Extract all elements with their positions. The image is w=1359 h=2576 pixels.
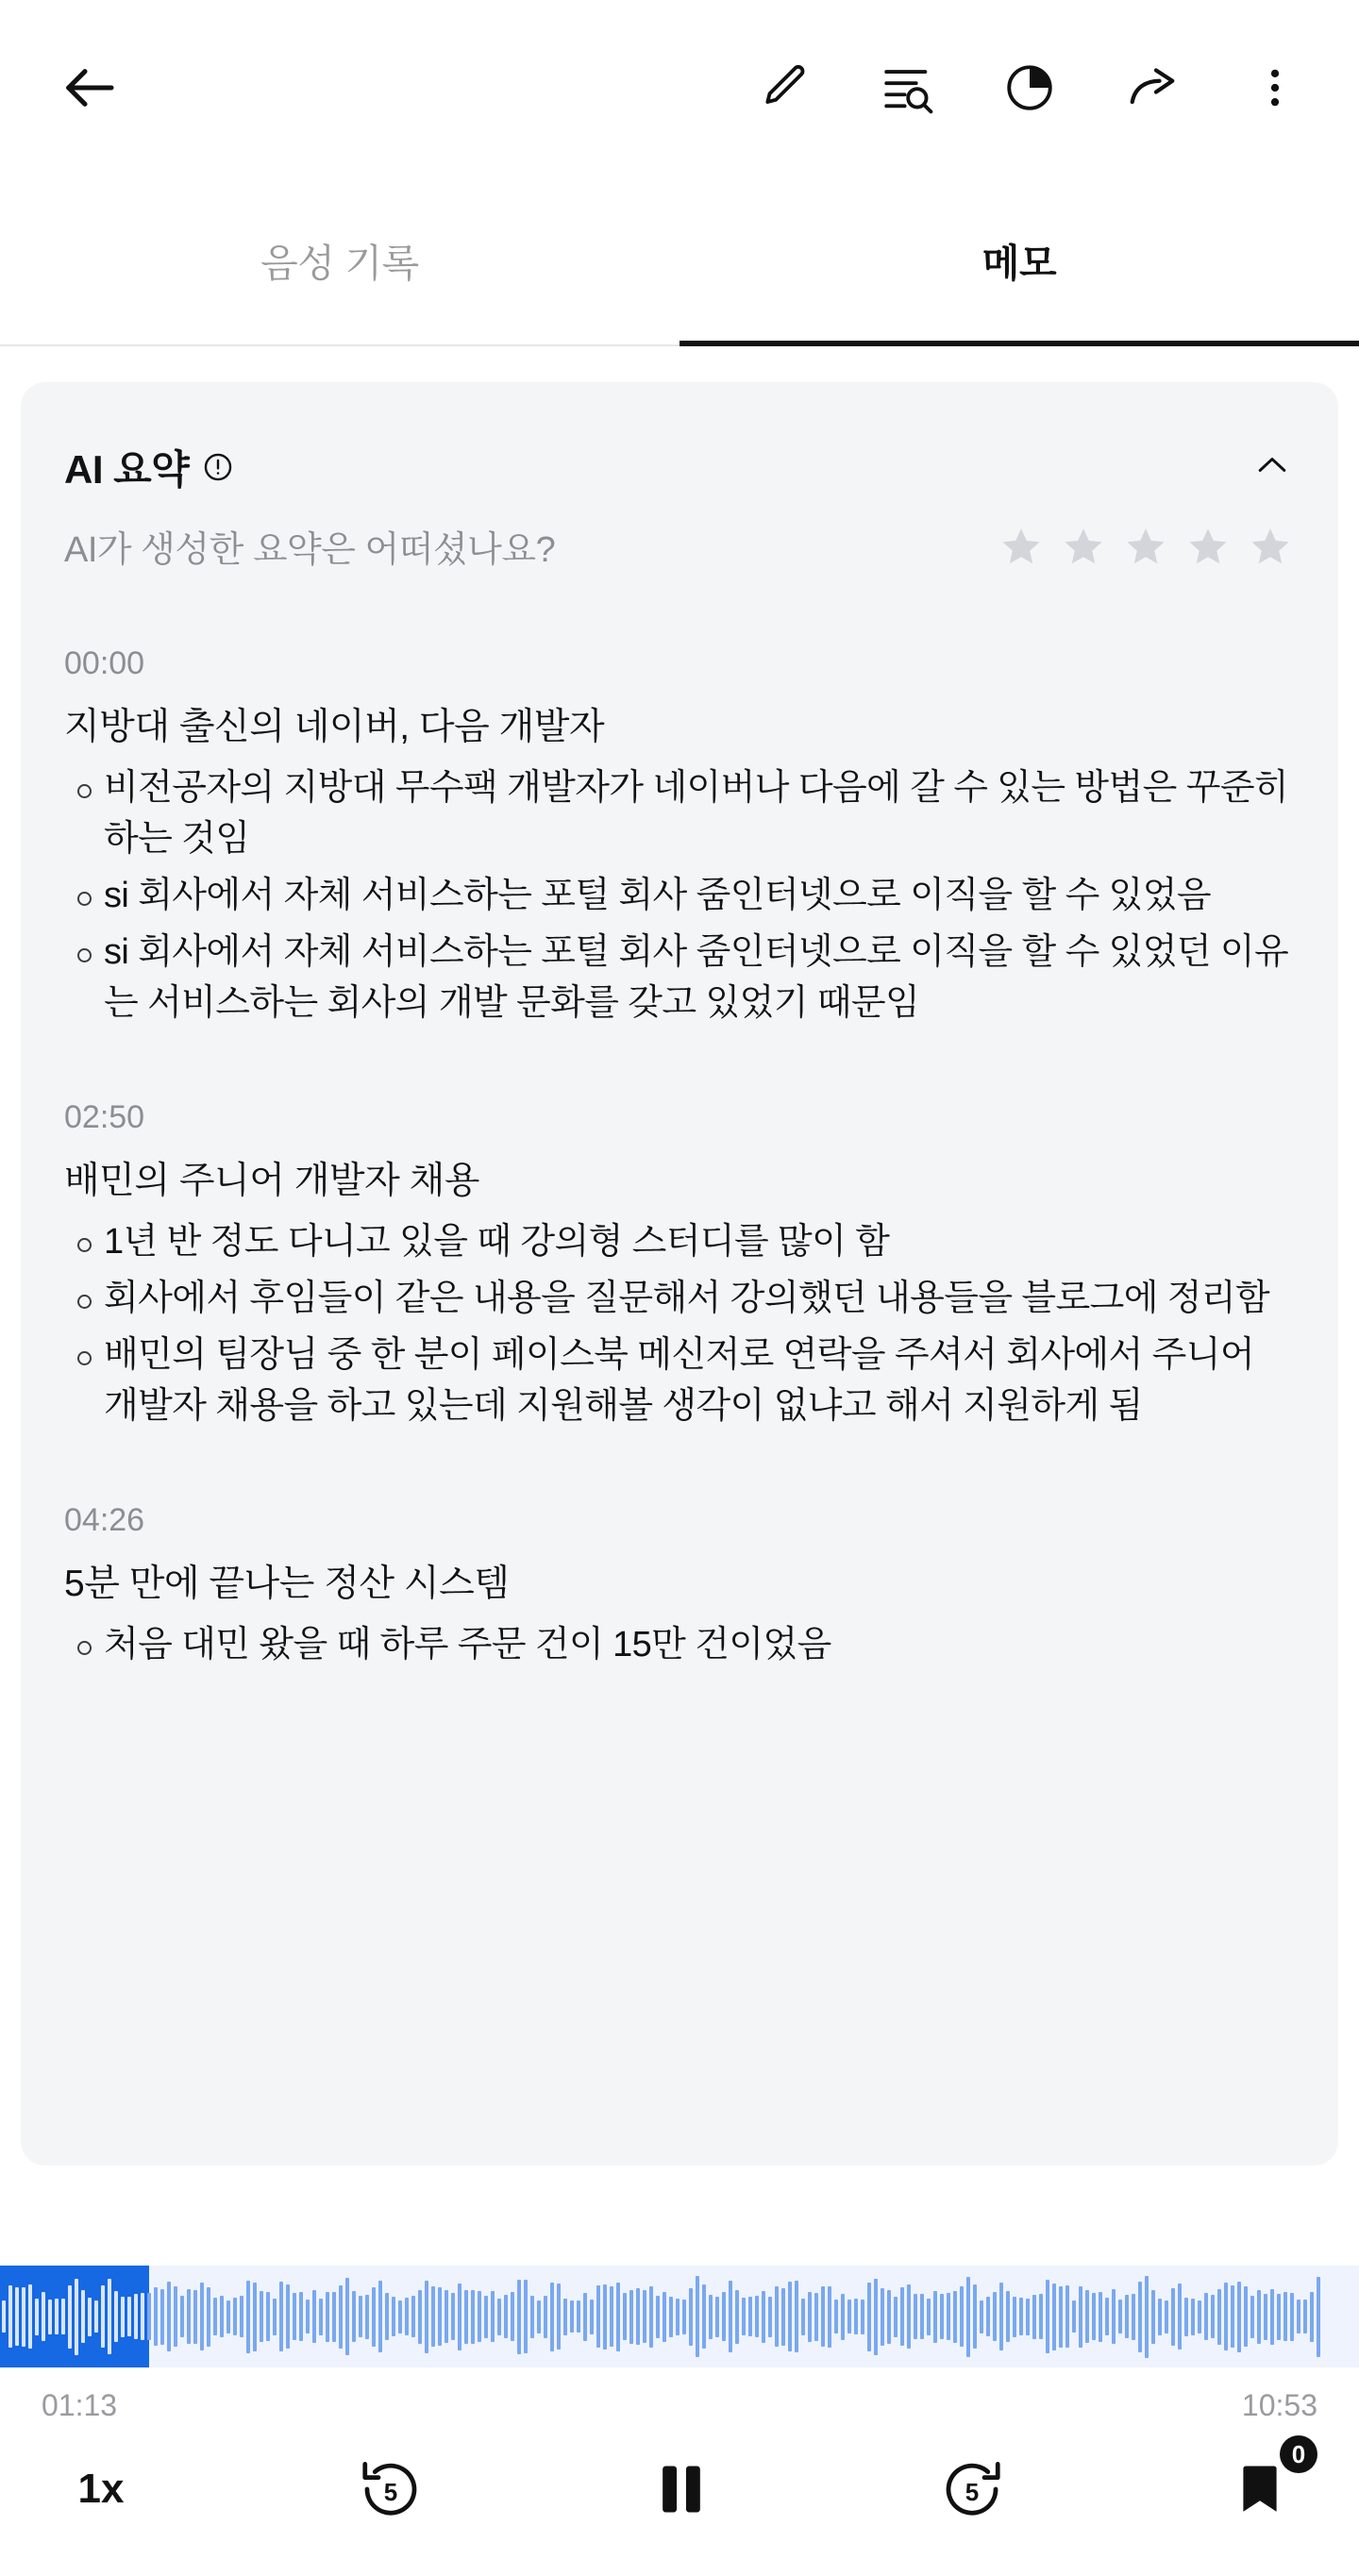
waveform-bar [676,2299,680,2335]
waveform-bar [160,2289,164,2345]
waveform-bar [914,2294,917,2339]
waveform-bar [1079,2286,1082,2348]
waveform-bar [286,2284,290,2349]
waveform-bar [781,2288,785,2346]
waveform-bar [81,2290,85,2343]
waveform-bar [306,2300,310,2333]
rating-stars[interactable] [998,524,1297,569]
waveform-bar [881,2288,884,2346]
waveform-bar [42,2292,45,2341]
waveform-bar [1105,2298,1109,2335]
waveform-bar [927,2299,931,2335]
waveform-bar [392,2297,395,2336]
waveform-bar [563,2299,567,2335]
playback-speed-button[interactable] [59,2466,143,2513]
waveform-bar [497,2299,501,2335]
waveform-bar [55,2299,59,2334]
waveform-bar [438,2287,442,2346]
waveform-bar [88,2298,92,2336]
waveform-bar [1217,2289,1221,2345]
waveform-bar [696,2276,699,2357]
waveform-bar [458,2283,461,2350]
waveform-bar [1151,2290,1155,2344]
waveform-bar [828,2286,831,2348]
waveform-bar [1052,2283,1056,2350]
waveform-bar [147,2293,151,2340]
waveform-bar [596,2285,600,2348]
waveform-bar [193,2290,197,2344]
waveform-bar [180,2296,184,2337]
waveform-bar [689,2288,693,2346]
waveform-bar [279,2282,283,2351]
ai-summary-header [64,439,1297,495]
waveform-bar [464,2290,468,2344]
waveform-bar [213,2298,217,2335]
waveform-bar [742,2298,746,2335]
waveform-bar [319,2299,323,2335]
waveform-bar [1178,2283,1182,2350]
waveform-bar [1132,2294,1135,2340]
appbar-actions [749,48,1325,127]
waveform-bar [735,2290,739,2344]
waveform-bar [207,2287,210,2347]
waveform-bar [240,2296,243,2337]
waveform-bar [570,2300,574,2333]
waveform-bar [1085,2290,1089,2343]
tab-voice-record[interactable] [0,175,680,344]
back-button[interactable] [43,42,134,133]
segment-bullet: 처음 대민 왔을 때 하루 주문 건이 15만 건이었음 [64,1620,1297,1671]
waveform-bar [854,2299,858,2334]
waveform-bar [544,2296,547,2338]
waveform-bar [524,2280,528,2353]
segment-bullets [64,763,1297,1029]
waveform-bar [669,2297,673,2337]
waveform-bar [841,2294,845,2340]
tab-voice-record-label: 음성 기록 [260,241,419,285]
waveform-bar [933,2291,937,2343]
waveform-bar [471,2290,475,2344]
waveform-bar [1211,2295,1215,2338]
waveform-bar [920,2294,924,2339]
bookmark-button[interactable] [1219,2439,1306,2530]
segment-timestamp[interactable]: 02:50 [64,1098,145,1135]
chart-icon[interactable] [995,48,1065,127]
rewind-5-button[interactable] [350,2449,431,2530]
edit-icon[interactable] [749,48,819,127]
waveform-bar [445,2290,448,2343]
waveform-bar [960,2286,964,2347]
waveform-bar [656,2296,660,2338]
segment-title: 5분 만에 끝나는 정산 시스템 [64,1563,510,1604]
player-controls [0,2429,1359,2576]
waveform-bar [418,2290,422,2344]
player-times [0,2367,1359,2429]
waveform-bar [590,2300,594,2334]
waveform-bar [947,2293,950,2340]
ai-summary-rating-row [64,520,1297,572]
waveform-bar [682,2300,686,2334]
waveform-bar [1250,2296,1254,2338]
segment-bullets [64,1620,1297,1671]
waveform-bar [253,2283,257,2351]
waveform-bar [775,2286,779,2347]
waveform-bar [709,2295,713,2339]
waveform-bar [1317,2277,1320,2357]
waveform-bar [649,2286,653,2348]
segment-timestamp[interactable]: 00:00 [64,645,145,681]
waveform-bar [729,2281,732,2352]
waveform-bars [0,2266,1359,2367]
waveform-bar [167,2282,171,2351]
waveform-bar [940,2294,944,2339]
segment-bullet: 비전공자의 지방대 무수팩 개발자가 네이버나 다음에 갈 수 있는 방법은 꾸준히 하는 것임 [64,763,1297,865]
waveform-bar [1284,2292,1287,2341]
waveform-bar [352,2291,356,2342]
waveform-seekbar[interactable] [0,2266,1359,2367]
waveform-bar [405,2298,409,2335]
waveform-bar [517,2280,521,2354]
waveform-bar [610,2286,613,2347]
star-icon-4[interactable] [1185,524,1231,569]
waveform-bar [504,2295,508,2338]
segment-timestamp[interactable]: 04:26 [64,1501,145,1538]
waveform-bar [1065,2285,1069,2348]
waveform-bar [867,2283,871,2351]
current-time: 01:13 [42,2388,118,2422]
waveform-bar [1198,2300,1201,2333]
waveform-bar [847,2300,851,2333]
star-icon-3[interactable] [1123,524,1168,569]
waveform-bar [1145,2276,1149,2358]
summary-segment [64,645,1297,1029]
waveform-bar [511,2292,514,2341]
waveform-bar [1171,2288,1175,2346]
star-icon-5[interactable] [1248,524,1293,569]
waveform-bar [332,2292,336,2342]
waveform-bar [1059,2286,1063,2348]
waveform-bar [801,2299,805,2335]
waveform-bar [94,2300,98,2333]
waveform-bar [1032,2295,1036,2339]
waveform-bar [980,2300,983,2333]
waveform-bar [1112,2289,1116,2344]
waveform-bar [953,2291,957,2343]
waveform-bar [378,2281,382,2352]
waveform-bar [1165,2300,1168,2333]
waveform-bar [28,2284,32,2349]
waveform-bar [431,2286,435,2347]
waveform-bar [372,2287,376,2347]
note-content [0,346,1359,2266]
playback-speed-label: 1x [77,2466,125,2512]
waveform-bar [530,2296,534,2338]
summary-segment [64,1502,1297,1671]
waveform-bar [966,2277,970,2357]
waveform-bar [1046,2280,1049,2353]
star-icon-2[interactable] [1061,524,1106,569]
waveform-bar [1158,2299,1162,2335]
waveform-bar [187,2289,191,2344]
waveform-bar [1244,2286,1248,2347]
waveform-bar [22,2287,25,2347]
waveform-bar [550,2283,554,2351]
waveform-bar [266,2292,270,2341]
waveform-bar [365,2295,369,2339]
segment-title: 지방대 출신의 네이버, 다음 개발자 [64,707,605,747]
waveform-bar [233,2298,237,2335]
more-options-icon[interactable] [1240,48,1310,127]
waveform-bar [986,2297,990,2336]
waveform-bar [484,2296,488,2338]
waveform-bar [134,2294,138,2339]
waveform-bar [200,2283,204,2350]
waveform-bar [788,2282,792,2351]
waveform-bar [15,2287,19,2346]
waveform-bar [629,2290,633,2344]
waveform-bar [623,2293,627,2340]
rewind-5-label: 5 [383,2477,398,2506]
waveform-bar [1099,2292,1102,2342]
waveform-bar [339,2285,343,2349]
ai-summary-title-row [64,439,234,495]
waveform-bar [491,2291,495,2342]
app-bar [0,0,1359,175]
waveform-bar [478,2291,481,2342]
ai-summary-title: AI 요약 [64,447,190,492]
waveform-bar [385,2293,389,2340]
waveform-bar [814,2293,818,2341]
segment-title: 배민의 주니어 개발자 채용 [64,1160,479,1201]
waveform-bar [114,2291,118,2342]
waveform-bar [1310,2292,1314,2342]
waveform-bar [1039,2294,1043,2339]
waveform-bar [359,2296,362,2337]
forward-5-label: 5 [965,2477,980,2506]
waveform-bar [748,2297,752,2336]
waveform-bar [411,2296,415,2337]
text-search-icon[interactable] [872,48,942,127]
waveform-bar [894,2297,898,2337]
waveform-bar [101,2285,105,2348]
waveform-bar [616,2283,620,2351]
segment-bullet: 배민의 팀장님 중 한 분이 페이스북 메신저로 연락을 주셔서 회사에서 주니어 개발자 채용을 하고 있는데 지원해볼 생각이 없냐고 해서 지원하게 됨 [64,1330,1297,1432]
waveform-bar [127,2297,131,2336]
waveform-bar [398,2300,402,2333]
waveform-bar [154,2287,158,2346]
waveform-bar [1184,2298,1188,2336]
waveform-bar [1204,2293,1208,2340]
waveform-bar [174,2286,177,2347]
waveform-bar [1224,2283,1228,2350]
waveform-bar [973,2284,977,2349]
waveform-bar [220,2296,224,2337]
waveform-bar [1270,2289,1274,2345]
waveform-bar [577,2300,580,2333]
waveform-bar [715,2297,719,2337]
waveform-bar [299,2292,303,2341]
waveform-bar [1138,2282,1142,2352]
waveform-bar [1257,2290,1261,2344]
waveform-bar [874,2279,878,2355]
waveform-bar [1297,2300,1300,2333]
waveform-bar [1013,2297,1016,2337]
waveform-bar [1026,2299,1030,2335]
waveform-bar [246,2281,250,2353]
info-icon[interactable] [202,451,234,483]
segment-bullets [64,1217,1297,1432]
waveform-bar [1277,2294,1281,2340]
waveform-bar [1237,2282,1241,2352]
waveform-bar [326,2292,329,2342]
waveform-bar [1191,2299,1195,2335]
waveform-bar [821,2286,825,2347]
star-icon-1[interactable] [998,524,1044,569]
tab-memo-label: 메모 [982,241,1057,285]
waveform-bar [312,2290,316,2343]
waveform-bar [273,2299,277,2335]
segment-bullet: 1년 반 정도 다니고 있을 때 강의형 스터디를 많이 함 [64,1217,1297,1268]
waveform-bar [887,2290,891,2344]
rating-question: AI가 생성한 요약은 어떠셨나요? [64,530,556,570]
waveform-bar [762,2291,765,2343]
waveform-bar [768,2297,772,2337]
segment-bullet: 회사에서 후임들이 같은 내용을 질문해서 강의했던 내용들을 블로그에 정리함 [64,1274,1297,1325]
waveform-bar [1072,2300,1076,2333]
waveform-bar [999,2283,1003,2350]
audio-player [0,2266,1359,2576]
waveform-bar [808,2292,812,2342]
waveform-bar [226,2300,230,2333]
waveform-bar [345,2278,349,2355]
waveform-bar [68,2285,72,2349]
waveform-bar [1019,2298,1023,2335]
waveform-bar [1092,2293,1096,2340]
waveform-bar [293,2293,296,2340]
waveform-bar [121,2297,125,2337]
waveform-bar [425,2281,428,2353]
waveform-bar [35,2299,39,2335]
waveform-bar [1290,2293,1294,2341]
ai-summary-card [21,382,1338,2166]
waveform-bar [795,2281,798,2352]
waveform-bar [834,2300,838,2333]
waveform-bar [108,2279,111,2354]
waveform-bar [141,2293,144,2340]
waveform-bar [260,2291,263,2342]
waveform-bar [537,2300,541,2333]
waveform-bar [451,2293,455,2340]
waveform-bar [1006,2291,1010,2342]
waveform-bar [75,2279,78,2355]
segment-bullet: si 회사에서 자체 서비스하는 포털 회사 줌인터넷으로 이직을 할 수 있었음 [64,871,1297,922]
waveform-bar [8,2285,12,2348]
pause-button[interactable] [638,2446,725,2533]
waveform-bar [557,2283,561,2350]
share-icon[interactable] [1117,48,1187,127]
waveform-bar [583,2293,587,2341]
waveform-bar [48,2300,52,2334]
waveform-bar [2,2300,6,2333]
waveform-bar [643,2290,646,2343]
waveform-bar [1231,2285,1234,2348]
waveform-bar [755,2296,759,2337]
forward-5-button[interactable] [931,2449,1013,2530]
waveform-bar [722,2292,726,2341]
tab-bar [0,175,1359,346]
waveform-bar [636,2288,640,2345]
bookmark-count-badge: 0 [1280,2435,1317,2473]
waveform-bar [1303,2300,1307,2333]
waveform-bar [61,2299,65,2334]
summary-segment [64,1099,1297,1432]
waveform-bar [1264,2294,1267,2340]
waveform-bar [603,2284,607,2350]
waveform-bar [663,2292,666,2342]
waveform-bar [702,2284,706,2349]
segment-bullet: si 회사에서 자체 서비스하는 포털 회사 줌인터넷으로 이직을 할 수 있었던 이유는 서비스하는 회사의 개발 문화를 갖고 있었기 때문임 [64,928,1297,1029]
waveform-bar [993,2292,997,2341]
waveform-bar [861,2300,864,2334]
chevron-up-icon[interactable] [1251,439,1297,486]
waveform-bar [1125,2295,1129,2338]
total-time: 10:53 [1241,2388,1317,2422]
waveform-bar [1118,2300,1122,2333]
tab-memo[interactable] [680,175,1359,344]
waveform-bar [900,2287,904,2346]
waveform-bar [907,2284,911,2349]
